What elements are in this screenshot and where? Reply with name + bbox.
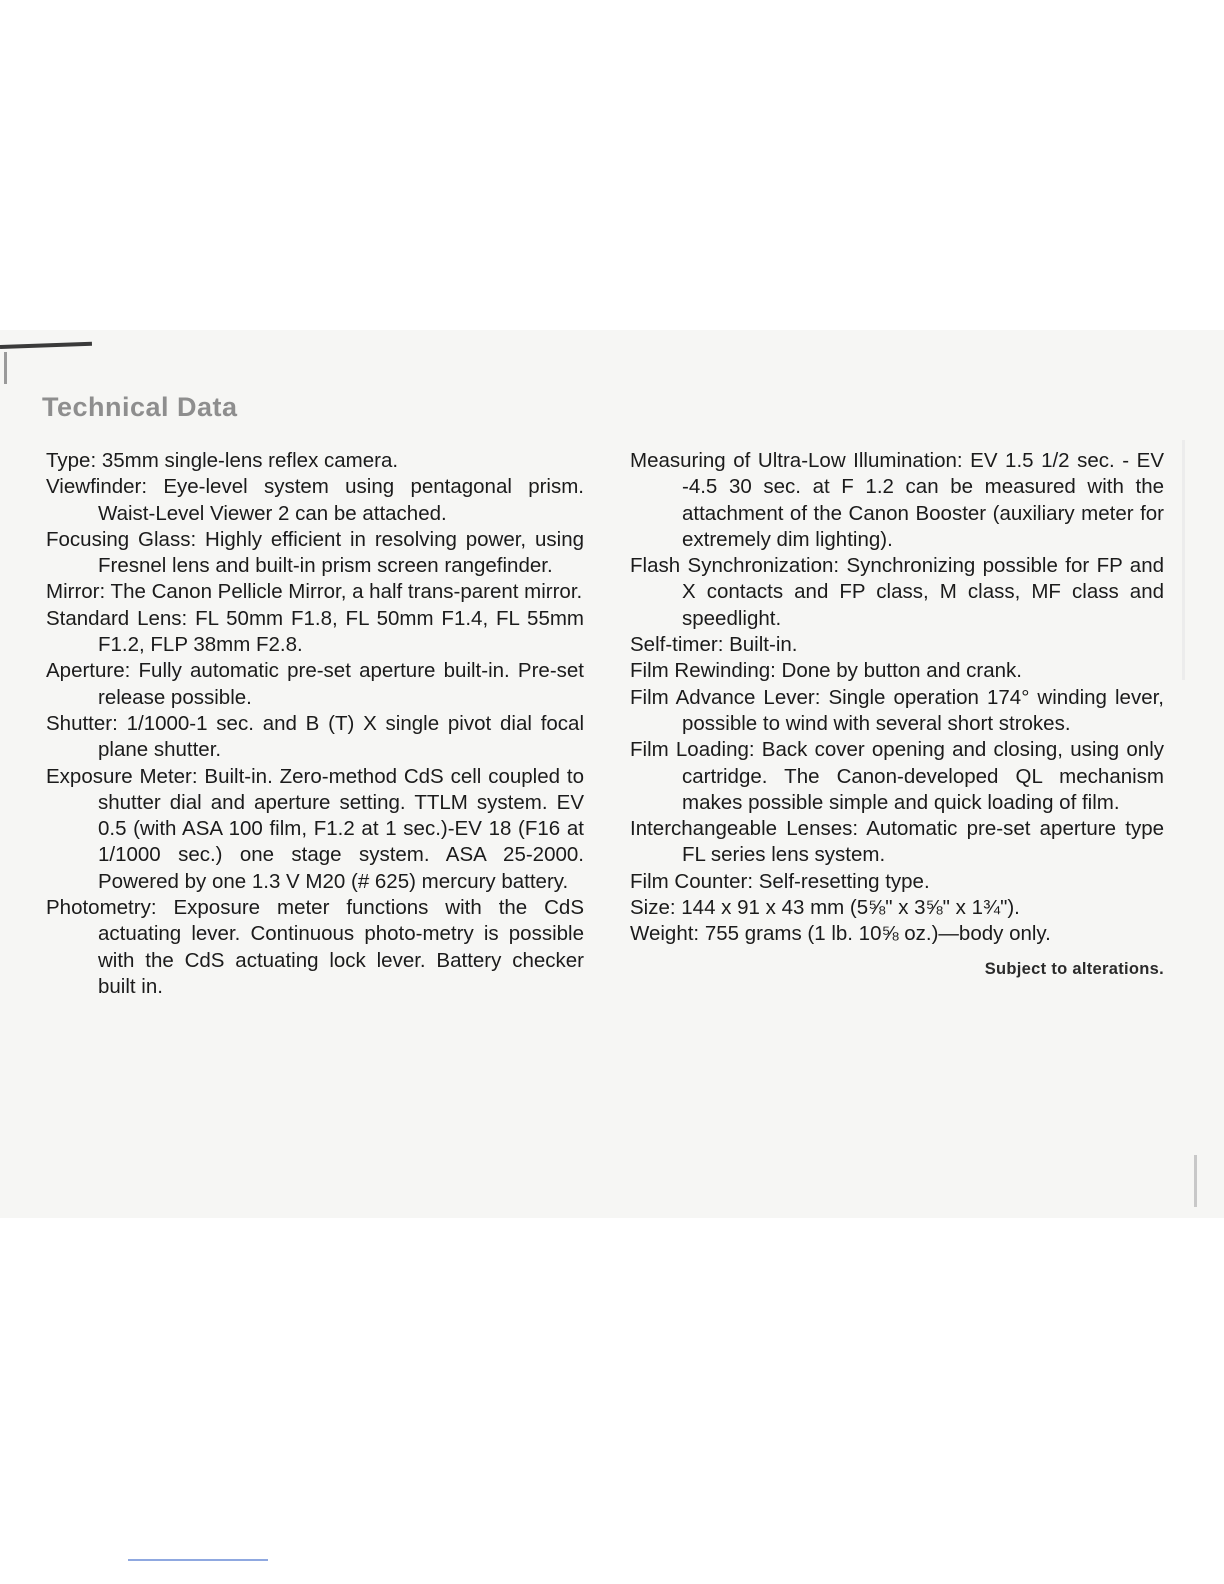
spec-entry (630, 685, 1164, 738)
spec-entry (46, 448, 584, 474)
spec-value: 755 grams (1 lb. 10⅝ oz.)—body only. (704, 922, 1051, 946)
spec-entry (46, 895, 584, 1000)
spec-term: Self-timer: (630, 633, 724, 657)
spec-entry (630, 658, 1164, 684)
spec-term: Flash Synchronization: (630, 554, 840, 578)
spec-term: Size: (630, 896, 676, 920)
spec-value: Fully automatic pre-set aperture built-in. Pre-set release possible. (98, 659, 584, 709)
spec-value: 35mm single-lens reflex camera. (101, 449, 399, 472)
scan-edge-mark (1182, 440, 1185, 680)
spec-value: FL 50mm F1.8, FL 50mm F1.4, FL 55mm F1.2, FLP 38mm F2.8. (98, 606, 585, 657)
spec-entry (630, 895, 1164, 921)
spec-term: Aperture: (46, 659, 131, 683)
spec-entry (630, 632, 1164, 658)
bottom-rule (128, 1559, 268, 1561)
spec-term: Interchangeable Lenses: (630, 817, 859, 841)
spec-value: Self-resetting type. (758, 869, 930, 893)
spec-value: Built-in. (729, 633, 798, 657)
right-column (630, 448, 1164, 982)
spec-term: Film Loading: (630, 738, 755, 762)
spec-value: Highly efficient in resolving power, using Fresnel lens and built-in prism screen rangefinder. (98, 527, 585, 578)
scan-edge-mark (1194, 1155, 1197, 1207)
spec-entry (46, 711, 584, 764)
spec-entry (46, 474, 584, 527)
spec-term: Focusing Glass: (46, 527, 197, 551)
page-title: Technical Data (42, 392, 238, 422)
spec-entry (46, 764, 584, 895)
spec-term: Type: (46, 449, 97, 472)
spec-term: Viewfinder: (46, 475, 148, 499)
spec-value: Done by button and crank. (781, 659, 1022, 683)
spec-value: 1/1000-1 sec. and B (T) X single pivot dial focal plane shutter. (98, 711, 584, 762)
spec-term: Standard Lens: (46, 606, 188, 630)
spec-term: Measuring of Ultra-Low Illumination: (630, 449, 963, 472)
left-column (46, 448, 584, 1000)
spec-value: EV 1.5 1/2 sec. - EV -4.5 30 sec. at F 1.2 can be measured with the attachment of the Canon Booster (auxiliary meter for extremely dim lighting). (682, 449, 1165, 551)
spec-term: Photometry: (46, 896, 157, 920)
spec-value: Eye-level system using pentagonal prism. Waist-Level Viewer 2 can be attached. (98, 475, 584, 525)
spec-term: Film Counter: (630, 869, 754, 893)
spec-value: Synchronizing possible for FP and X contacts and FP class, M class, MF class and speedlight. (682, 554, 1165, 630)
spec-term: Film Rewinding: (630, 659, 776, 683)
spec-value: Built-in. Zero-method CdS cell coupled to shutter dial and aperture setting. TTLM system. EV 0.5 (with ASA 100 film, F1.2 at 1 sec.)-EV 18 (F16 at 1/1000 sec.) one stage system. ASA 25-2000. Powered by one 1.3 V M20 (# 625) mercury battery. (98, 764, 584, 893)
spec-term: Shutter: (46, 711, 118, 735)
spec-value: Single operation 174° winding lever, possible to wind with several short strokes. (682, 685, 1164, 735)
spec-term: Mirror: (46, 580, 106, 604)
spec-value: Back cover opening and closing, using only cartridge. The Canon-developed QL mechanism makes possible simple and quick loading of film. (682, 738, 1165, 814)
spec-entry (630, 869, 1164, 895)
spec-entry (46, 527, 584, 580)
spec-value: Exposure meter functions with the CdS actuating lever. Continuous photo-metry is possible with the CdS actuating lock lever. Battery checker built in. (98, 896, 584, 998)
spec-value: The Canon Pellicle Mirror, a half trans-parent mirror. (110, 580, 583, 604)
spec-entry (630, 921, 1164, 947)
spec-entry (46, 579, 584, 605)
spec-term: Exposure Meter: (46, 764, 198, 788)
alterations-note: Subject to alterations. (984, 959, 1164, 978)
spec-entry (630, 448, 1164, 553)
spec-entry (46, 658, 584, 711)
spec-term: Film Advance Lever: (630, 685, 821, 709)
spec-entry (630, 737, 1164, 816)
spec-entry (630, 553, 1164, 632)
spec-entry (46, 606, 584, 659)
spec-entry (630, 816, 1164, 869)
scan-edge-mark (4, 352, 7, 384)
spec-term: Weight: (630, 922, 700, 946)
spec-value: 144 x 91 x 43 mm (5⅝" x 3⅝" x 1¾"). (681, 896, 1020, 920)
spec-value: Automatic pre-set aperture type FL series lens system. (682, 817, 1165, 867)
